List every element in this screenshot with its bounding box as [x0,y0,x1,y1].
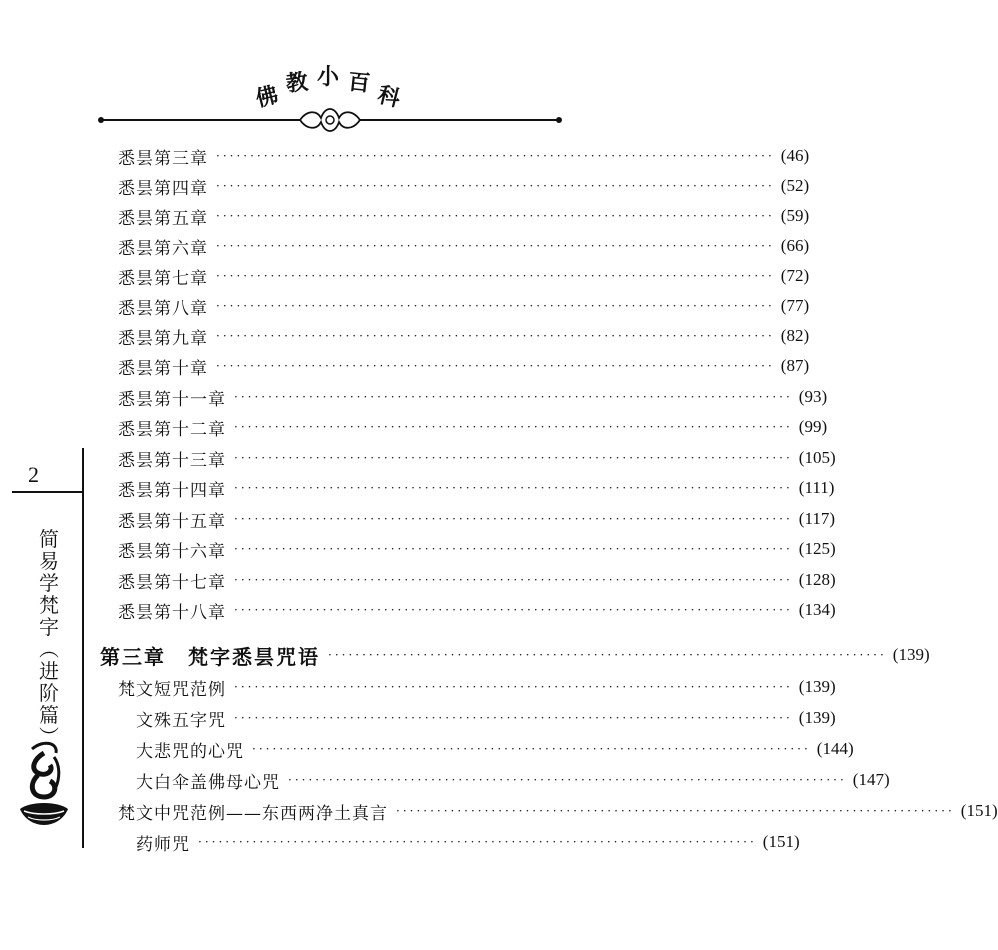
toc-leader-dots: ·················································································· [288,773,847,787]
toc-subsection-entry [136,827,800,857]
toc-entry [118,504,835,534]
toc-entry-page: (144) [816,739,854,758]
toc-entry-title: 悉昙第七章 [118,268,208,289]
toc-leader-dots: ·················································································· [198,835,757,849]
toc-entry-title: 悉昙第四章 [118,178,208,199]
book-title-char: ︵ [39,637,59,661]
toc-entry-page: (111) [798,478,835,497]
toc-entry-page: (139) [892,645,930,664]
toc-entry [118,261,810,291]
series-title-char: 小 [317,64,340,90]
toc-entry-page: (105) [798,448,836,467]
toc-entry-title: 悉昙第十二章 [118,419,226,440]
toc-section-entry [118,796,998,826]
toc-entry-title: 悉昙第九章 [118,328,208,349]
toc-subsection-entry [136,734,854,764]
toc-leader-dots: ·················································································· [328,648,887,662]
toc-entry-page: (77) [780,296,810,315]
toc-leader-dots: ·················································································· [234,420,793,434]
toc-entry-title: 悉昙第十八章 [118,602,226,623]
toc-leader-dots: ·················································································· [234,481,793,495]
margin-rule-horizontal [12,491,84,493]
book-title-char: 阶 [39,681,59,705]
toc-entry-page: (147) [852,770,890,789]
series-title-char: 佛 [253,81,281,113]
toc-subsection-entry [136,703,836,733]
book-title-char: 简 [39,527,59,551]
toc-leader-dots: ·················································································· [216,179,775,193]
toc-entry [118,141,810,171]
toc-entry [118,595,836,625]
toc-leader-dots: ·················································································· [396,804,955,818]
book-title-char: 易 [39,549,59,573]
toc-entry-page: (52) [780,176,810,195]
toc-leader-dots: ·················································································· [234,451,793,465]
toc-entry-page: (128) [798,570,836,589]
toc-subsection-entry [136,765,890,795]
toc-subsection-title: 药师咒 [136,834,190,855]
toc-entry-page: (117) [798,509,835,528]
toc-leader-dots: ·················································································· [216,239,775,253]
toc-leader-dots: ·················································································· [216,329,775,343]
toc-entry-title: 悉昙第八章 [118,298,208,319]
toc-entry-page: (66) [780,236,810,255]
toc-section-entry [118,672,836,702]
toc-entry [118,565,836,595]
book-title-char: 字 [39,615,59,639]
toc-subsection-title: 大悲咒的心咒 [136,741,244,762]
toc-chapter-title: 第三章 梵字悉昙咒语 [100,644,320,669]
toc-leader-dots: ·················································································· [234,711,793,725]
book-title-char: 学 [39,571,59,595]
book-title-char: 篇 [39,703,59,727]
toc-leader-dots: ·················································································· [216,359,775,373]
toc-subsection-title: 大白伞盖佛母心咒 [136,772,280,793]
toc-subsection-title: 文殊五字咒 [136,710,226,731]
toc-leader-dots: ·················································································· [234,512,793,526]
toc-entry [118,321,810,351]
toc-section-title: 梵文短咒范例 [118,679,226,700]
toc-entry-title: 悉昙第五章 [118,208,208,229]
series-title-char: 教 [284,68,310,98]
toc-entry-title: 悉昙第十一章 [118,389,226,410]
toc-leader-dots: ·················································································· [234,680,793,694]
toc-entry-page: (151) [960,801,998,820]
book-title-char: 梵 [39,593,59,617]
toc-entry [118,291,810,321]
series-title-char: 科 [375,81,403,113]
series-title-char: 百 [346,68,372,98]
toc-chapter-entry [100,640,930,670]
toc-leader-dots: ·················································································· [216,149,775,163]
toc-entry-page: (46) [780,146,810,165]
toc-leader-dots: ·················································································· [234,603,793,617]
margin-rule-vertical [82,448,84,848]
toc-entry [118,473,835,503]
toc-leader-dots: ·················································································· [234,573,793,587]
toc-entry-page: (99) [798,417,828,436]
page-number: 2 [28,462,39,487]
toc-entry-title: 悉昙第十四章 [118,480,226,501]
toc-entry [118,412,828,442]
toc-section-title: 梵文中咒范例——东西两净土真言 [118,803,388,824]
toc-leader-dots: ·················································································· [216,209,775,223]
toc-entry-page: (59) [780,206,810,225]
toc-entry-page: (134) [798,600,836,619]
toc-entry [118,201,810,231]
toc-entry-title: 悉昙第十六章 [118,541,226,562]
toc-entry-page: (93) [798,387,828,406]
toc-entry-page: (139) [798,677,836,696]
toc-entry-title: 悉昙第十三章 [118,450,226,471]
toc-leader-dots: ·················································································· [252,742,811,756]
toc-entry-page: (82) [780,326,810,345]
toc-entry [118,382,828,412]
book-title-vertical [34,528,64,748]
toc-entry-page: (139) [798,708,836,727]
toc-leader-dots: ·················································································· [216,299,775,313]
toc-entry [118,231,810,261]
toc-entry [118,351,810,381]
toc-entry-title: 悉昙第十五章 [118,511,226,532]
toc-entry-title: 悉昙第三章 [118,148,208,169]
toc-entry-title: 悉昙第十章 [118,358,208,379]
toc-leader-dots: ·················································································· [234,390,793,404]
toc-leader-dots: ·················································································· [216,269,775,283]
siddham-emblem-icon [14,735,74,835]
toc-leader-dots: ·················································································· [234,542,793,556]
book-title-char: 进 [39,659,59,683]
book-title-char: ︶ [39,725,59,749]
toc-entry-title: 悉昙第六章 [118,238,208,259]
toc-entry [118,171,810,201]
toc-entry-title: 悉昙第十七章 [118,572,226,593]
toc-entry [118,443,836,473]
toc-entry-page: (87) [780,356,810,375]
toc-entry-page: (151) [762,832,800,851]
toc-entry [118,534,836,564]
toc-entry-page: (72) [780,266,810,285]
toc-entry-page: (125) [798,539,836,558]
